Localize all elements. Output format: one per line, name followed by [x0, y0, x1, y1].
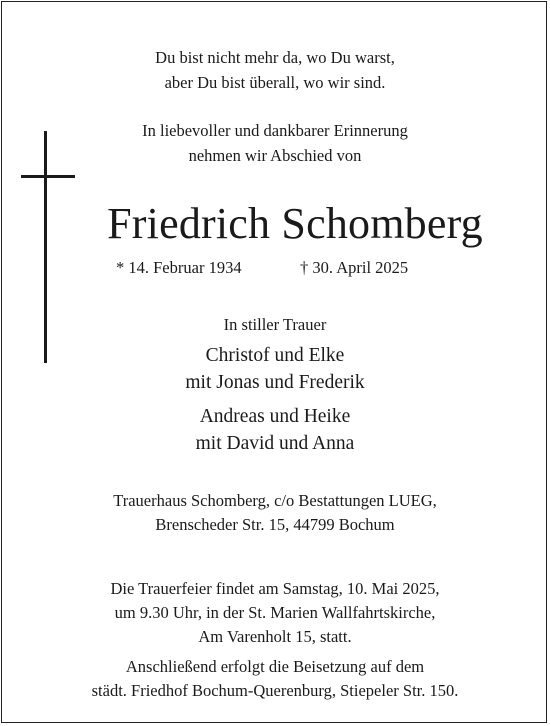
mourners-heading: In stiller Trauer	[223, 315, 327, 334]
address-line-1: Trauerhaus Schomberg, c/o Bestattungen LUEG,	[113, 491, 437, 510]
ceremony-line-3: Am Varenholt 15, statt.	[198, 627, 352, 646]
ceremony-line-2: um 9.30 Uhr, in der St. Marien Wallfahrtskirche,	[114, 603, 436, 622]
address-line-2: Brenscheder Str. 15, 44799 Bochum	[155, 515, 395, 534]
burial-line-2: städt. Friedhof Bochum-Querenburg, Stiepeler Str. 150.	[91, 681, 459, 700]
birth-date: * 14. Februar 1934	[116, 258, 242, 277]
burial-line-1: Anschließend erfolgt die Beisetzung auf dem	[125, 657, 425, 676]
ceremony-line-1: Die Trauerfeier findet am Samstag, 10. Mai 2025,	[110, 579, 440, 598]
intro-line-1: In liebevoller und dankbarer Erinnerung	[142, 121, 408, 140]
motto-line-1: Du bist nicht mehr da, wo Du warst,	[155, 48, 395, 67]
family-2-line-1: Andreas und Heike	[199, 406, 351, 427]
family-2-line-2: mit David und Anna	[195, 433, 355, 454]
deceased-name: Friedrich Schomberg	[107, 199, 483, 248]
cross-horizontal-bar	[21, 175, 75, 178]
family-1-line-2: mit Jonas und Frederik	[185, 372, 365, 393]
motto-line-2: aber Du bist überall, wo wir sind.	[164, 73, 386, 92]
death-date: † 30. April 2025	[300, 258, 409, 277]
family-1-line-1: Christof und Elke	[205, 345, 345, 366]
intro-line-2: nehmen wir Abschied von	[188, 146, 362, 165]
